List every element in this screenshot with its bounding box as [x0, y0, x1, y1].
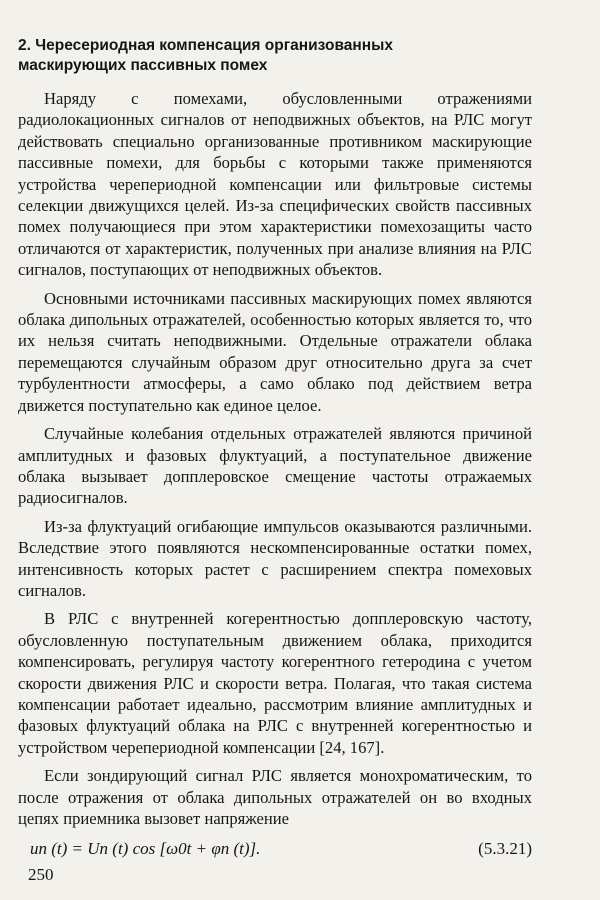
- equation: uп (t) = Uп (t) cos [ω0t + φп (t)].: [30, 839, 261, 858]
- paragraph-2: Основными источниками пассивных маскирующих помех являются облака дипольных отражателей, особенностью которых является то, что их нельзя считать неподвижными. Отдельные отражатели облака перемещаются случайным образом друг относительно друга за счет турбулентности атмосферы, а само облако под действием ветра движется поступательно как единое целое.: [18, 288, 532, 415]
- paragraph-5: В РЛС с внутренней когерентностью допплеровскую частоту, обусловленную поступательным движением облака, приходится компенсировать, регулируя частоту когерентного гетеродина с учетом скорости движения РЛС и скорости ветра. Полагая, что такая система компенсации работает идеально, рассмотрим влияние амплитудных и фазовых флуктуаций облака на РЛС с внутренней когерентностью и устройством черепериодной компенсации [24, 167].: [18, 609, 532, 757]
- section-heading: [18, 36, 578, 76]
- paragraph-6: Если зондирующий сигнал РЛС является монохроматическим, то после отражения от облака дипольных отражателей он во входных цепях приемника вызовет напряжение: [18, 766, 532, 828]
- section-title-line-2: маскирующих пассивных помех: [18, 57, 268, 74]
- paragraph-3: Случайные колебания отдельных отражателей являются причиной амплитудных и фазовых флуктуаций, а поступательное движение облака вызывает допплеровское смещение частоты отражаемых радиосигналов.: [18, 424, 532, 508]
- paragraph-1: Наряду с помехами, обусловленными отражениями радиолокационных сигналов от неподвижных объектов, на РЛС могут действовать специально организованные противником маскирующие пассивные помехи, для борьбы с которыми также применяются устройства черепериодной компенсации или фильтровые системы селекции движущихся целей. Из-за специфических свойств пассивных помех получающиеся при этом характеристики помехозащиты часто отличаются от характеристик, полученных при анализе влияния на РЛС сигналов, поступающих от неподвижных объектов.: [18, 89, 532, 280]
- body-text: [18, 88, 532, 829]
- section-title-line-1: 2. Чересериодная компенсация организованных: [18, 37, 393, 54]
- equation-number: (5.3.21): [478, 839, 532, 858]
- page-number: 250: [28, 865, 54, 884]
- paragraph-4: Из-за флуктуаций огибающие импульсов оказываются различными. Вследствие этого появляются нескомпенсированные остатки помех, интенсивность которых растет с расширением спектра помеховых сигналов.: [18, 516, 532, 600]
